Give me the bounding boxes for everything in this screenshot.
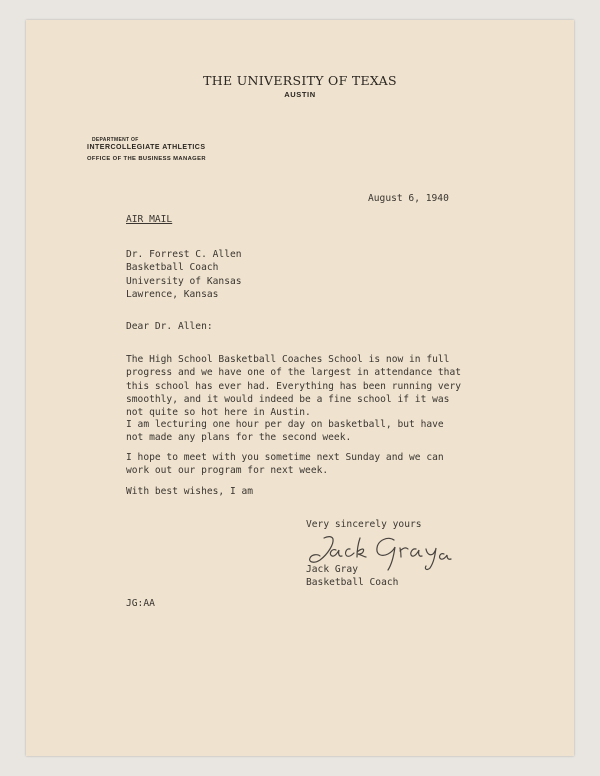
office-name: OFFICE OF THE BUSINESS MANAGER (87, 156, 206, 162)
reference-initials: JG:AA (126, 598, 155, 609)
paragraph-line: The High School Basketball Coaches School is now in full (126, 354, 450, 365)
recipient-address (126, 248, 242, 301)
paragraph-line: work out our program for next week. (126, 465, 329, 477)
recipient-line: Basketball Coach (126, 262, 219, 274)
letter-page (26, 20, 574, 756)
recipient-line: University of Kansas (126, 275, 242, 287)
body-paragraph (126, 418, 444, 445)
signature-stroke (377, 538, 451, 570)
paragraph-line: not made any plans for the second week. (126, 432, 352, 444)
paragraph-line: I am lecturing one hour per day on basketball, but have (126, 419, 444, 430)
salutation: Dear Dr. Allen: (126, 321, 213, 332)
body-paragraph (126, 485, 253, 498)
institution-city: AUSTIN (284, 90, 316, 99)
recipient-line: Lawrence, Kansas (126, 288, 219, 300)
paragraph-line: this school has ever had. Everything has been running very (126, 380, 462, 392)
department-prefix: DEPARTMENT OF (92, 137, 139, 143)
institution-name: THE UNIVERSITY OF TEXAS (203, 73, 397, 88)
signer-title: Basketball Coach (306, 577, 399, 588)
recipient-line: Dr. Forrest C. Allen (126, 249, 242, 260)
paragraph-line: With best wishes, I am (126, 486, 254, 497)
paragraph-line: progress and we have one of the largest in attendance that (126, 367, 462, 379)
delivery-method: AIR MAIL (126, 214, 173, 225)
body-paragraph (126, 353, 461, 419)
paragraph-line: smoothly, and it would indeed be a fine school if it was (126, 393, 450, 405)
complimentary-closing: Very sincerely yours (306, 519, 422, 530)
body-paragraph (126, 451, 444, 478)
letter-date: August 6, 1940 (368, 193, 449, 204)
paragraph-line: I hope to meet with you sometime next Sunday and we can (126, 452, 444, 463)
signer-name: Jack Gray (306, 564, 358, 575)
paragraph-line: not quite so hot here in Austin. (126, 407, 311, 419)
signature-stroke (310, 537, 366, 563)
department-name: INTERCOLLEGIATE ATHLETICS (87, 144, 206, 151)
